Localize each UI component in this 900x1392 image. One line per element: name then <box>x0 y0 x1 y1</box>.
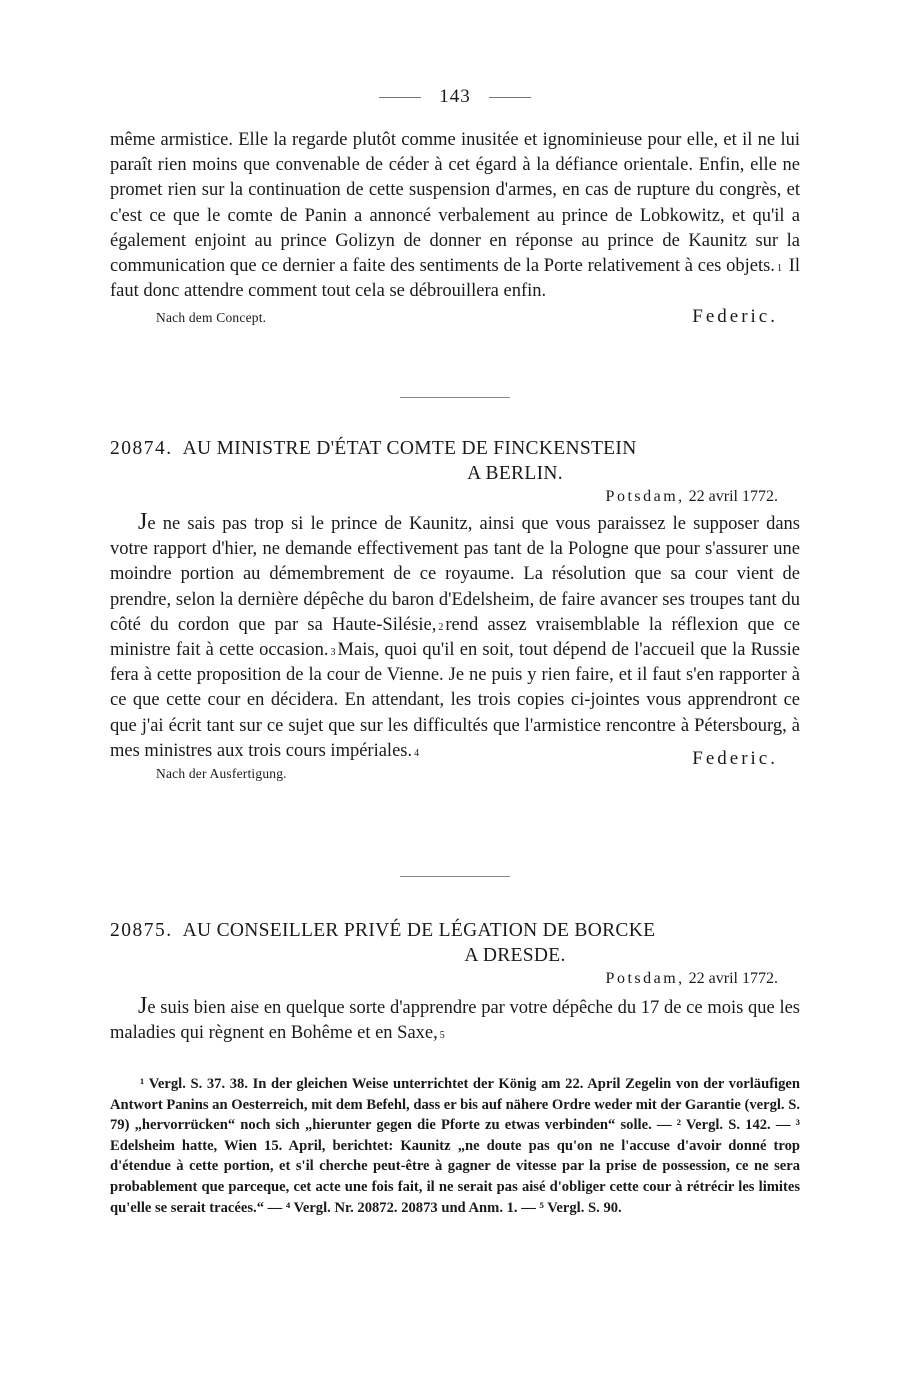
footnote-ref-2: 2 <box>438 621 444 633</box>
letter-recipient: AU CONSEILLER PRIVÉ DE LÉGATION DE BORCKE <box>182 920 656 941</box>
letter-dateline <box>110 970 800 988</box>
letter-body-b: rend assez vraisemblable la réflexion que ce ministre fait à cette occasion. <box>110 614 800 661</box>
letter-recipient-city: A BERLIN. <box>467 463 563 484</box>
footnote-ref-3: 3 <box>330 647 336 659</box>
letter-date: 22 avril 1772. <box>688 488 778 505</box>
initial-letter: J <box>138 993 148 1019</box>
signature: Federic. <box>692 306 778 328</box>
letter-body <box>110 993 800 1046</box>
previous-letter-text-a: même armistice. Elle la regarde plutôt comme inusitée et ignominieuse pour elle, et il ne lui paraît rien moins que convenable de céder à cet égard à la défiance orientale. Enfin, elle ne promet rien sur la continuation de cette suspension d'armes, en cas de rupture du congrès, et c'est ce que le comte de Panin a annoncé verbalement au prince de Lobkowitz, et qu'il a également enjoint au prince Golizyn de donner en réponse au prince de Kaunitz sur la communication que ce dernier a faite des sentiments de la Porte relativement à ces objets. <box>110 130 800 277</box>
letter-heading <box>110 436 800 486</box>
page-header <box>110 86 800 112</box>
footnote-ref-5: 5 <box>439 1030 445 1042</box>
previous-letter-source-line <box>110 306 800 328</box>
letter-20874 <box>110 436 800 784</box>
letter-place: Potsdam, <box>605 970 685 987</box>
letter-number: 20874. <box>110 438 173 459</box>
letter-heading <box>110 918 800 968</box>
previous-letter-text <box>110 128 800 304</box>
letter-date: 22 avril 1772. <box>688 970 778 987</box>
previous-letter-text-b: Il faut donc attendre comment tout cela se débrouillera enfin. <box>110 256 800 302</box>
letter-place: Potsdam, <box>605 488 685 505</box>
signature: Federic. <box>692 748 778 770</box>
letter-20875 <box>110 918 800 1046</box>
source-note: Nach dem Concept. <box>156 310 267 326</box>
previous-letter-end <box>110 128 800 328</box>
page-number: 143 <box>439 86 471 107</box>
letter-dateline <box>110 488 800 506</box>
letter-body <box>110 509 800 764</box>
header-dash-right <box>489 97 531 98</box>
header-dash-left <box>379 97 421 98</box>
letter-body-a: e suis bien aise en quelque sorte d'apprendre par votre dépêche du 17 de ce mois que les maladies qui règnent en Bohême et en Saxe, <box>110 998 800 1044</box>
footnote-ref-1: 1 <box>776 263 782 275</box>
initial-letter: J <box>138 509 148 535</box>
letter-source-line <box>110 748 800 784</box>
letter-recipient: AU MINISTRE D'ÉTAT COMTE DE FINCKENSTEIN <box>182 438 637 459</box>
section-divider-1 <box>110 397 800 398</box>
footnote-ref-4: 4 <box>414 747 420 759</box>
section-divider-2 <box>110 876 800 877</box>
letter-recipient-city: A DRESDE. <box>464 945 566 966</box>
source-note: Nach der Ausfertigung. <box>156 766 287 782</box>
letter-body-a: e ne sais pas trop si le prince de Kaunitz, ainsi que vous paraissez le supposer dans votre rapport d'hier, ne demande effectivement pas tant de la Pologne que pour s'assurer une moindre portion au démembrement de ce royaume. La résolution que sa cour vient de prendre, selon la dernière dépêche du baron d'Edelsheim, de faire avancer ses troupes tant du côté du cordon que par sa Haute-Silésie, <box>110 514 800 635</box>
footnotes <box>110 1074 800 1218</box>
footnote-text: ¹ Vergl. S. 37. 38. In der gleichen Weise unterrichtet der König am 22. April Zegelin von der vorläufigen Antwort Panins an Oesterreich, mit dem Befehl, dass er bis auf nähere Ordre weder mit der Garantie (vergl. S. 79) „hervorrücken“ noch sich „hierunter gegen die Pforte zu etwas verbinden“ solle. — ² Vergl. S. 142. — ³ Edelsheim hatte, Wien 15. April, berichtet: Kaunitz „ne doute pas qu'on ne l'accuse d'avoir donné trop d'étendue à cette portion, et s'il cherche peut-être à gagner de vitesse par la prise de possession, ce ne sera probablement que parceque, cet acte une fois fait, il ne serait pas aisé d'obliger cette cour à rétrécir les limites qu'elle se serait tracées.“ — ⁴ Vergl. Nr. 20872. 20873 und Anm. 1. — ⁵ Vergl. S. 90. <box>110 1076 800 1216</box>
letter-number: 20875. <box>110 920 173 941</box>
letter-body-c: Mais, quoi qu'il en soit, tout dépend de l'accueil que la Russie fera à cette proposition de la cour de Vienne. Je ne puis y rien faire, et il faut s'en rapporter à ce que cette cour en décidera. En attendant, les trois copies ci-jointes vous apprendront ce que j'ai écrit tant sur ce sujet que sur les difficultés que l'armistice rencontre à Pétersbourg, à mes ministres aux trois cours impériales. <box>110 640 800 761</box>
